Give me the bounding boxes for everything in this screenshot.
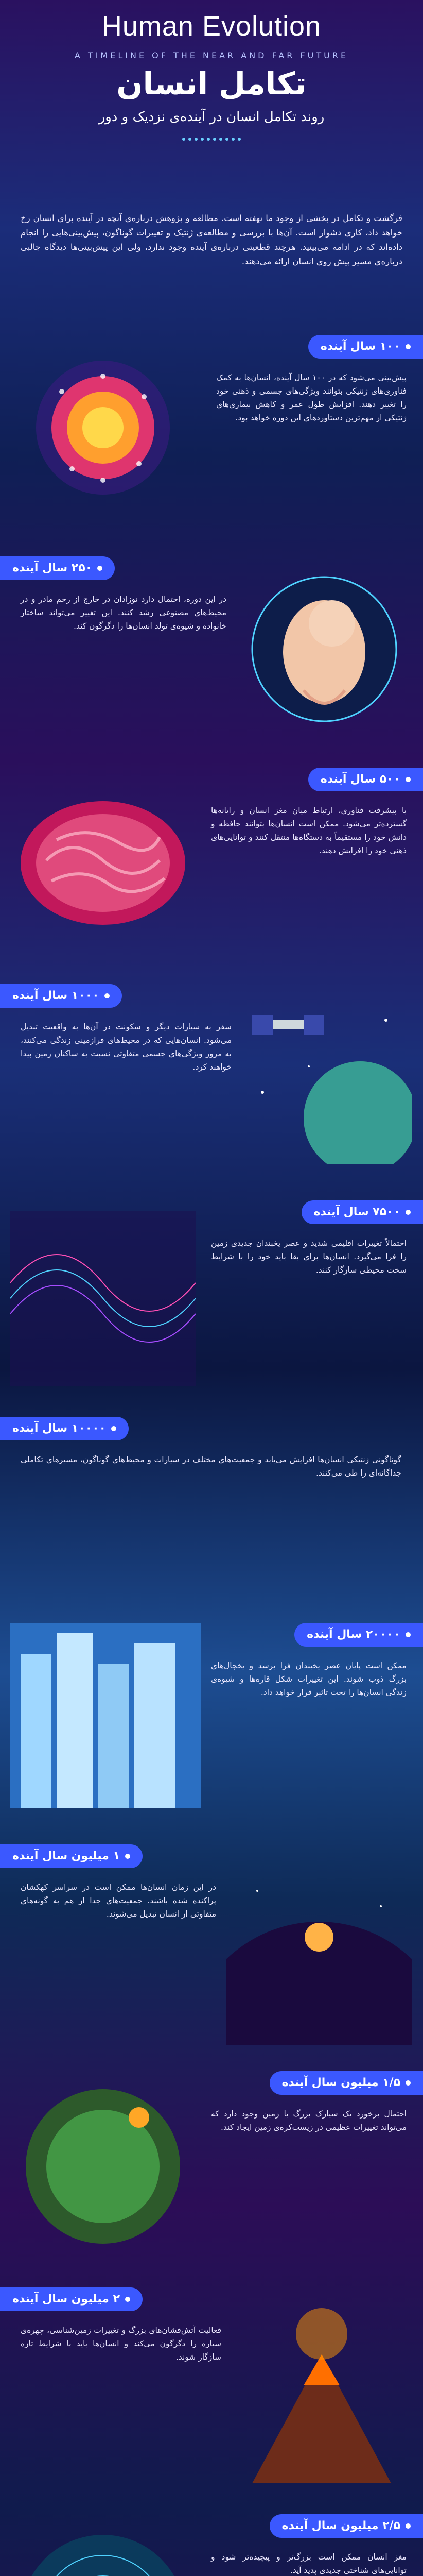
label-10000-years: ۱۰۰۰۰ سال آینده xyxy=(0,1417,129,1440)
subtitle-english: A TIMELINE OF THE NEAR AND FAR FUTURE xyxy=(74,50,349,60)
text-1-million: در این زمان انسان‌ها ممکن است در سراسر کهکشان پراکنده شده باشند. جمعیت‌های جدا از هم به گونه‌های متفاوتی از انسان تبدیل می‌شوند. xyxy=(21,1883,216,1919)
section-7500-years xyxy=(0,1200,423,1406)
intro-paragraph: فرگشت و تکامل در بخشی از وجود ما نهفته است. مطالعه و پژوهش درباره‌ی آنچه در آینده برای انسان رخ خواهد داد، کاری دشوار است. آن‌ها با بررسی و مطالعه‌ی ژنتیک و تغییرات گوناگون، پیش‌بینی‌هایی را انجام داده‌اند که در ادامه می‌بینید. هرچند قطعیتی درباره‌ی آینده وجود ندارد، ولی این پیش‌بینی‌ها دیدگاه جالبی درباره‌ی مسیر پیش روی انسان ارائه می‌دهند. xyxy=(21,213,402,266)
brain-illustration xyxy=(10,778,196,948)
text-1-5-million: احتمال برخورد یک سیارک بزرگ با زمین وجود دارد که می‌تواند تغییرات عظیمی در زیست‌کره‌ی زمین ایجاد کند. xyxy=(211,2109,407,2132)
dna-sphere-illustration xyxy=(15,345,201,510)
text-20000-years: ممکن است پایان عصر یخبندان فرا برسد و یخچال‌های بزرگ ذوب شوند. این تغییرات شکل قاره‌ها و شیوه‌ی زندگی انسان‌ها را تحت تأثیر قرار خواهد داد. xyxy=(211,1661,407,1697)
subtitle-persian: روند تکامل انسان در آینده‌ی نزدیک و دور xyxy=(98,109,325,125)
section-500-years xyxy=(0,768,423,974)
label-500-years: ۵۰۰ سال آینده xyxy=(308,768,423,791)
section-2-5-million xyxy=(0,2514,423,2576)
label-2-5-million: ۲/۵ میلیون سال آینده xyxy=(270,2514,423,2538)
volcano-illustration xyxy=(232,2298,412,2483)
section-20000-years xyxy=(0,1623,423,1834)
label-1-5-million: ۱/۵ میلیون سال آینده xyxy=(270,2071,423,2095)
planet-sunrise-illustration xyxy=(226,1860,412,2045)
label-1-million: ۱ میلیون سال آینده xyxy=(0,1844,143,1868)
text-1000-years: سفر به سیارات دیگر و سکونت در آن‌ها به واقعیت تبدیل می‌شود. انسان‌هایی که در محیط‌های فرازمینی زندگی می‌کنند، به مرور ویژگی‌های جسمی متفاوتی نسبت به ساکنان زمین پیدا خواهند کرد. xyxy=(21,1022,232,1072)
title-persian: تکامل انسان xyxy=(116,66,307,102)
section-250-years xyxy=(0,556,423,757)
section-1-5-million xyxy=(0,2071,423,2277)
embryo-illustration xyxy=(242,567,407,732)
text-2-5-million: مغز انسان ممکن است بزرگ‌تر و پیچیده‌تر شود و توانایی‌های شناختی جدیدی پدید آید. xyxy=(211,2552,407,2575)
network-illustration xyxy=(10,1211,196,1386)
text-2-million: فعالیت آتش‌فشان‌های بزرگ و تغییرات زمین‌شناسی، چهره‌ی سیاره را دگرگون می‌کند و انسان‌ها باید با شرایط تازه سازگار شوند. xyxy=(21,2326,221,2362)
section-10000-years xyxy=(0,1417,423,1613)
label-250-years: ۲۵۰ سال آینده xyxy=(0,556,115,580)
header xyxy=(0,0,423,170)
text-250-years: در این دوره، احتمال دارد نوزادان در خارج از رحم مادر و در محیط‌های مصنوعی رشد کنند. این تغییر می‌تواند ساختار خانواده و شیوه‌ی تولد انسان‌ها را دگرگون کند. xyxy=(21,595,226,631)
label-1000-years: ۱۰۰۰ سال آینده xyxy=(0,984,122,1008)
title-english: Human Evolution xyxy=(101,11,322,42)
text-100-years: پیش‌بینی می‌شود که در ۱۰۰ سال آینده، انسان‌ها به کمک فناوری‌های ژنتیکی بتوانند ویژگی‌های جسمی و ذهنی خود را تغییر دهند. افزایش طول عمر و کاهش بیماری‌های ژنتیکی از مهم‌ترین دستاوردهای این دوره خواهد بود. xyxy=(216,373,407,422)
label-20000-years: ۲۰۰۰۰ سال آینده xyxy=(294,1623,423,1647)
section-1-million xyxy=(0,1844,423,2061)
neural-brain-illustration xyxy=(10,2524,196,2576)
section-2-million xyxy=(0,2287,423,2504)
text-500-years: با پیشرفت فناوری، ارتباط میان مغز انسان و رایانه‌ها گسترده‌تر می‌شود. ممکن است انسان‌ها بتوانند حافظه و دانش خود را مستقیماً به دستگاه‌ها منتقل کنند و توانایی‌های ذهنی خود را افزایش دهند. xyxy=(211,806,407,855)
planet-satellite-illustration xyxy=(242,989,412,1164)
ice-glacier-illustration xyxy=(10,1623,201,1808)
section-100-years xyxy=(0,335,423,546)
label-100-years: ۱۰۰ سال آینده xyxy=(308,335,423,359)
asteroid-illustration xyxy=(10,2076,196,2257)
section-1000-years xyxy=(0,984,423,1190)
text-10000-years: گوناگونی ژنتیکی انسان‌ها افزایش می‌یابد و جمعیت‌های مختلف در سیارات و محیط‌های گوناگون، مسیرهای تکاملی جداگانه‌ای را طی می‌کنند. xyxy=(21,1455,401,1478)
label-7500-years: ۷۵۰۰ سال آینده xyxy=(302,1200,423,1224)
label-2-million: ۲ میلیون سال آینده xyxy=(0,2287,143,2311)
header-dots xyxy=(160,133,263,136)
text-7500-years: احتمالاً تغییرات اقلیمی شدید و عصر یخبندان جدیدی زمین را فرا می‌گیرد. انسان‌ها برای بقا باید خود را با شرایط سخت محیطی سازگار کنند. xyxy=(211,1239,407,1275)
